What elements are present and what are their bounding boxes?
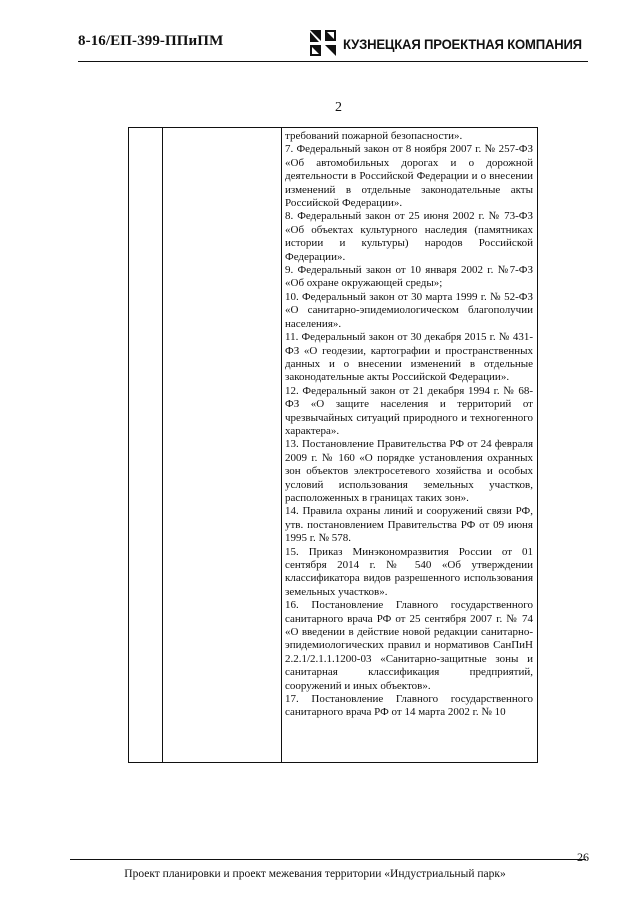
list-item: 8. Федеральный закон от 25 июня 2002 г. № 73-ФЗ «Об объектах культурного наследия (памятниках истории и культуры) народов Российской Федерации».: [285, 210, 533, 263]
document-code: 8-16/ЕП-399-ППиПМ: [78, 33, 224, 49]
header-divider: [78, 61, 588, 62]
list-item: 17. Постановление Главного государственного санитарного врача РФ от 14 марта 2002 г. № 10: [285, 693, 533, 719]
page-number: 2: [335, 100, 342, 115]
list-item: 13. Постановление Правительства РФ от 24 февраля 2009 г. № 160 «О порядке установления охранных зон объектов электросетевого хозяйства и особых условий использования земельных участков, расположенных в границах таких зон».: [285, 438, 533, 504]
footer-page-number: 26: [577, 850, 589, 864]
list-item: 10. Федеральный закон от 30 марта 1999 г. № 52-ФЗ «О санитарно-эпидемиологическом благополучии населения».: [285, 290, 533, 330]
list-item: 11. Федеральный закон от 30 декабря 2015 г. № 431-ФЗ «О геодезии, картографии и пространственных данных и о внесении изменений в отдельные законодательные акты Российской Федерации».: [285, 331, 533, 384]
list-item: 7. Федеральный закон от 8 ноября 2007 г. № 257-ФЗ «Об автомобильных дорогах и о дорожной деятельности в Российской Федерации и о внесении изменений в отдельные законодательные акты Российской Федерации».: [285, 143, 533, 210]
footer-title: Проект планировки и проект межевания территории «Индустриальный парк»: [124, 868, 506, 880]
document-table: [128, 127, 538, 763]
page-header: [0, 0, 630, 70]
list-item: требований пожарной безопасности».: [285, 130, 463, 142]
list-item: 9. Федеральный закон от 10 января 2002 г. №7-ФЗ «Об охране окружающей среды»;: [285, 264, 533, 290]
company-name: КУЗНЕЦКАЯ ПРОЕКТНАЯ КОМПАНИЯ: [343, 37, 582, 52]
legislation-list: [285, 130, 533, 720]
list-item: 16. Постановление Главного государственного санитарного врача РФ от 25 сентября 2007 г. № 74 «О введении в действие новой редакции санитарно-эпидемиологических правил и нормативов СанПиН 2.2.1/2.1.1.1200-03 «Санитарно-защитные зоны и санитарная классификация предприятий, сооружений и иных объектов».: [285, 599, 533, 692]
company-logo-icon: [310, 30, 336, 56]
footer-divider: [70, 859, 586, 860]
table-column-divider: [162, 128, 163, 762]
table-column-divider: [281, 128, 282, 762]
list-item: 12. Федеральный закон от 21 декабря 1994 г. № 68-ФЗ «О защите населения и территорий от чрезвычайных ситуаций природного и техногенного характера».: [285, 384, 533, 437]
list-item: 14. Правила охраны линий и сооружений связи РФ, утв. постановлением Правительства РФ от 09 июня 1995 г. № 578.: [285, 505, 533, 545]
list-item: 15. Приказ Минэкономразвития России от 01 сентября 2014 г. № 540 «Об утверждении классификатора видов разрешенного использования земельных участков».: [285, 545, 533, 598]
